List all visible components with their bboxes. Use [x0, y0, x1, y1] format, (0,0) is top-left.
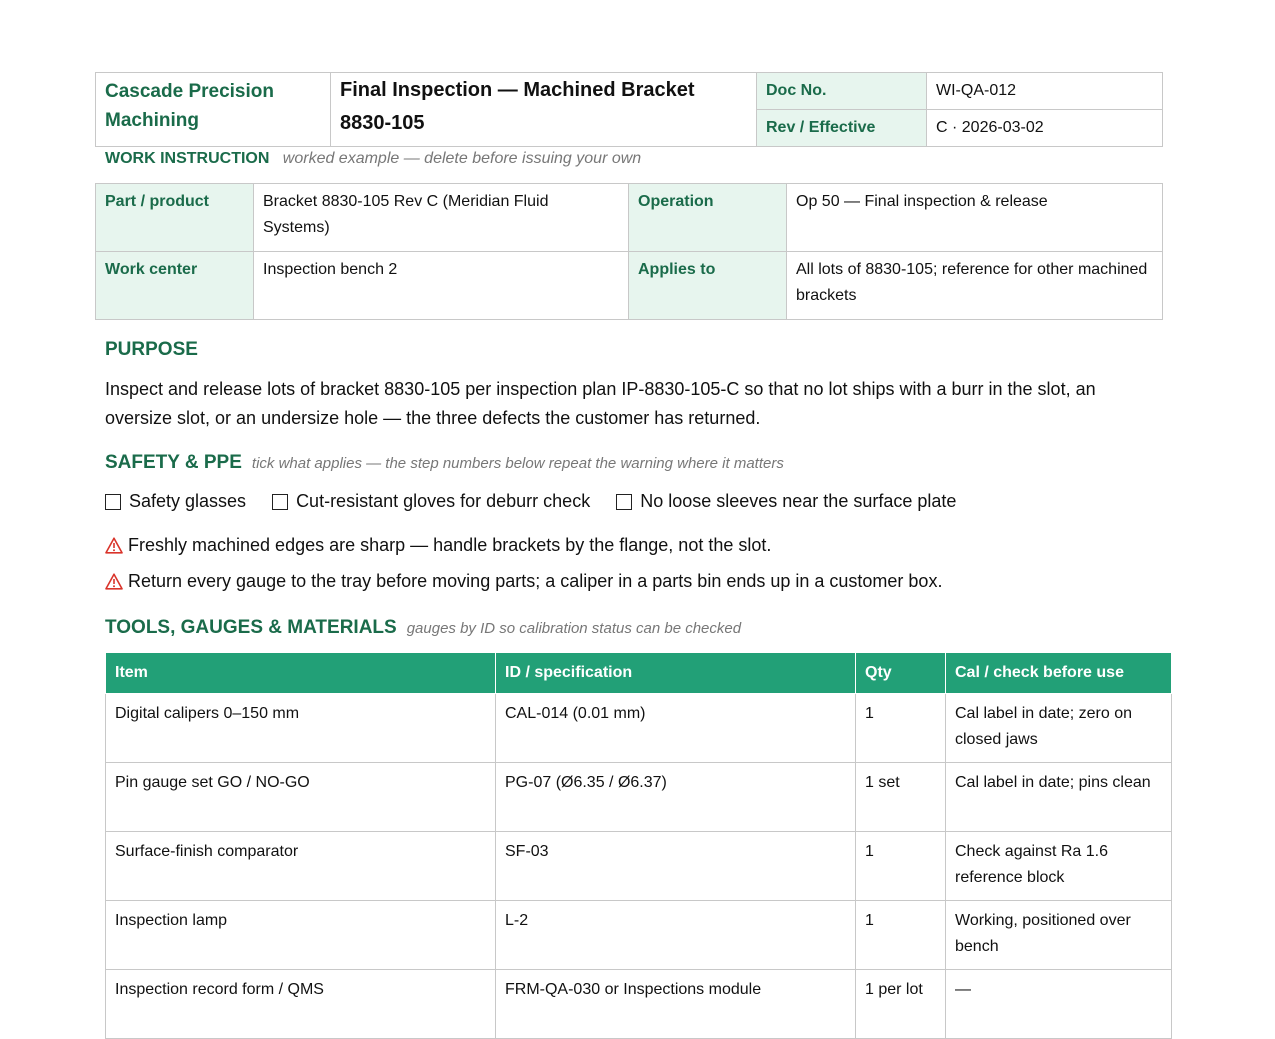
part-value: Bracket 8830-105 Rev C (Meridian Fluid Systems) [254, 184, 629, 252]
work-center-label: Work center [96, 252, 254, 320]
table-row [106, 832, 1172, 901]
tools-note: gauges by ID so calibration status can be checked [406, 620, 742, 637]
part-label: Part / product [96, 184, 254, 252]
work-instruction-line [105, 150, 641, 168]
tool-check: Cal label in date; pins clean [946, 763, 1172, 832]
safety-note: tick what applies — the step numbers below repeat the warning where it matters [251, 455, 784, 472]
tool-id: PG-07 (Ø6.35 / Ø6.37) [496, 763, 856, 832]
tool-item: Inspection record form / QMS [106, 970, 496, 1039]
doc-no-label: Doc No. [757, 73, 927, 110]
tool-qty: 1 [856, 694, 946, 763]
tools-heading-text: TOOLS, GAUGES & MATERIALS [105, 617, 397, 638]
tool-check: Cal label in date; zero on closed jaws [946, 694, 1172, 763]
column-header-id: ID / specification [496, 653, 856, 694]
tool-check: Working, positioned over bench [946, 901, 1172, 970]
purpose-text: Inspect and release lots of bracket 8830-105 per inspection plan IP-8830-105-C so that no lot ships with a burr in the slot, an oversize slot, or an undersize hole — the three defects the customer has returned. [105, 379, 1096, 428]
tools-table [105, 652, 1172, 1039]
ppe-check-label: Cut-resistant gloves for deburr check [296, 491, 591, 511]
work-center-value: Inspection bench 2 [254, 252, 629, 320]
column-header-cal: Cal / check before use [946, 653, 1172, 694]
warning-triangle-icon [105, 537, 123, 554]
safety-warning [105, 535, 771, 556]
work-instruction-tag: WORK INSTRUCTION [105, 150, 270, 167]
rev-value: C · 2026-03-02 [927, 110, 1163, 147]
ppe-check-label: Safety glasses [129, 491, 247, 511]
applies-to-value: All lots of 8830-105; reference for other machined brackets [787, 252, 1163, 320]
tool-qty: 1 per lot [856, 970, 946, 1039]
tools-header-row [106, 653, 1172, 694]
operation-value: Op 50 — Final inspection & release [787, 184, 1163, 252]
tool-id: SF-03 [496, 832, 856, 901]
tool-qty: 1 set [856, 763, 946, 832]
rev-label: Rev / Effective [757, 110, 927, 147]
doc-no-value: WI-QA-012 [927, 73, 1163, 110]
tool-item: Surface-finish comparator [106, 832, 496, 901]
safety-warning-text: Return every gauge to the tray before moving parts; a caliper in a parts bin ends up in a customer box. [128, 571, 943, 591]
document-header [95, 72, 1163, 147]
purpose-heading: PURPOSE [105, 339, 198, 360]
company-name: Cascade Precision Machining [96, 73, 331, 147]
checkbox-icon[interactable] [105, 494, 121, 510]
tool-check: Check against Ra 1.6 reference block [946, 832, 1172, 901]
ppe-check-gloves[interactable] [272, 491, 590, 512]
tool-item: Inspection lamp [106, 901, 496, 970]
safety-warning-text: Freshly machined edges are sharp — handle brackets by the flange, not the slot. [128, 535, 772, 555]
column-header-qty: Qty [856, 653, 946, 694]
tool-qty: 1 [856, 832, 946, 901]
safety-heading [105, 452, 784, 474]
safety-heading-text: SAFETY & PPE [105, 452, 242, 473]
table-row [106, 763, 1172, 832]
ppe-check-sleeves[interactable] [616, 491, 956, 512]
tool-id: CAL-014 (0.01 mm) [496, 694, 856, 763]
ppe-check-label: No loose sleeves near the surface plate [640, 491, 957, 511]
tool-qty: 1 [856, 901, 946, 970]
tool-id: L-2 [496, 901, 856, 970]
table-row [106, 901, 1172, 970]
work-instruction-note: worked example — delete before issuing your own [282, 150, 642, 167]
column-header-item: Item [106, 653, 496, 694]
checkbox-icon[interactable] [272, 494, 288, 510]
part-info-table [95, 183, 1163, 320]
table-row [106, 694, 1172, 763]
tools-heading [105, 617, 741, 639]
warning-triangle-icon [105, 573, 123, 590]
tool-id: FRM-QA-030 or Inspections module [496, 970, 856, 1039]
operation-label: Operation [629, 184, 787, 252]
tool-item: Digital calipers 0–150 mm [106, 694, 496, 763]
ppe-checklist [105, 491, 956, 512]
tool-item: Pin gauge set GO / NO-GO [106, 763, 496, 832]
document-title: Final Inspection — Machined Bracket 8830-105 [331, 73, 757, 147]
tool-check: — [946, 970, 1172, 1039]
applies-to-label: Applies to [629, 252, 787, 320]
checkbox-icon[interactable] [616, 494, 632, 510]
ppe-check-safety-glasses[interactable] [105, 491, 246, 512]
table-row [106, 970, 1172, 1039]
safety-warning [105, 571, 942, 592]
